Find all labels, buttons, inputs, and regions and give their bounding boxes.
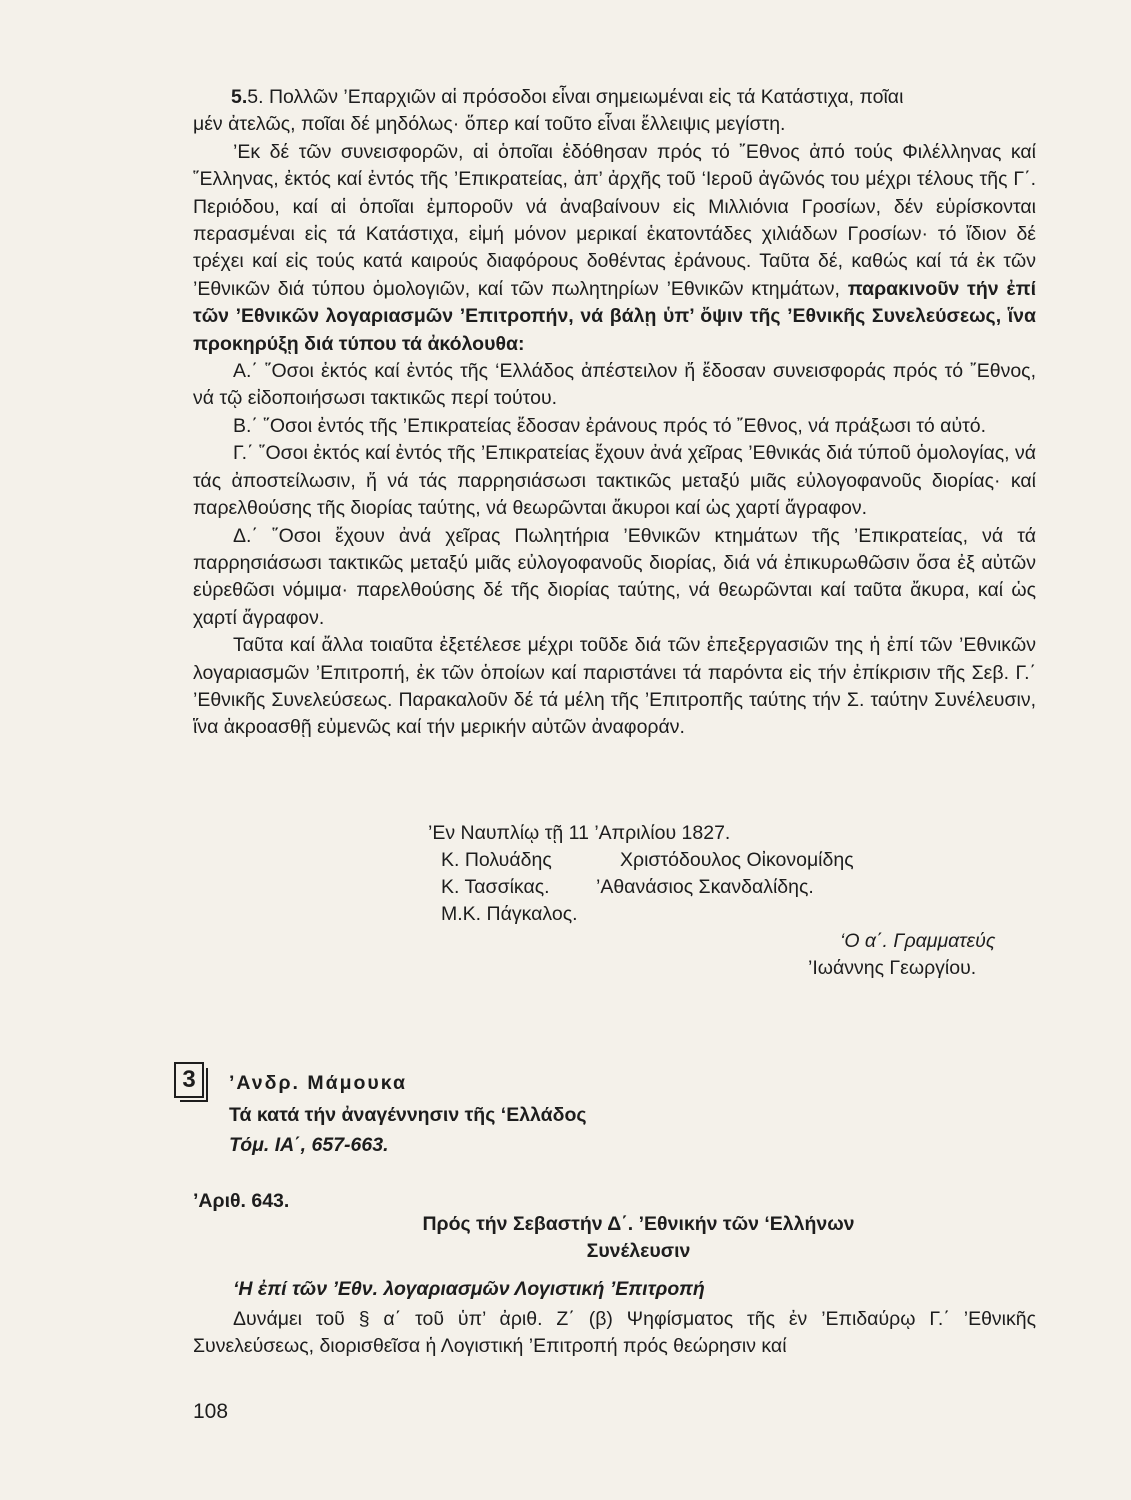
paragraph-5-line-2: μέν ἀτελῶς, ποῖαι δέ μηδόλως· ὅπερ καί τοῦτο εἶναι ἔλλειψις μεγίστη.	[193, 113, 786, 136]
document-3-body	[193, 1306, 1036, 1361]
page-number: 108	[193, 1400, 229, 1423]
paragraph-contributions	[193, 139, 1036, 358]
sender-heading: ‘Η ἐπί τῶν ’Εθν. λογαριασμῶν Λογιστική ’Επιτροπή	[233, 1278, 705, 1300]
addressee-line-2: Συνέλευσιν	[586, 1240, 691, 1262]
main-text-block	[193, 84, 1036, 742]
paragraph-contributions-text: ’Εκ δέ τῶν συνεισφορῶν, αἱ ὁποῖαι ἐδόθησαν πρός τό ῎Εθνος ἀπό τούς Φιλέλληνας καί ῞Ελληνας, ἐκτός καί ἐντός τῆς ’Επικρατείας, ἀπ’ ἀρχῆς τοῦ ‘Ιεροῦ ἀγῶνός του μέχρι τέλους τῆς Γ΄. Περιόδου, καί αἱ ὁποῖαι ἐμποροῦν νά ἀναβαίνουν εἰς Μιλλιόνια Γροσίων, δέν εὑρίσκονται περασμέναι εἰς τά Κατάστιχα, εἰμή μόνον μερικαί ἑκατοντάδες χιλιάδων Γροσίων· τό ἴδιον δέ τρέχει καί εἰς τούς κατά καιρούς διαφόρους δοθέντας ἐράνους. Ταῦτα δέ, καθώς καί τά ἐκ τῶν ’Εθνικῶν διά τύπου ὁμολογιῶν, καί τῶν πωλητηρίων ’Εθνικῶν κτημάτων,	[193, 140, 1036, 300]
paragraph-5: 5.5. Πολλῶν ’Επαρχιῶν αἱ πρόσοδοι εἶναι σημειωμέναι εἰς τά Κατάστιχα, ποῖαι μέν ἀτελῶς, ποῖαι δέ μηδόλως· ὅπερ καί τοῦτο εἶναι ἔλλειψις μεγίστη.	[193, 86, 904, 136]
paragraph-closing: Ταῦτα καί ἄλλα τοιαῦτα ἐξετέλεσε μέχρι τοῦδε διά τῶν ἐπεξεργασιῶν της ἡ ἐπί τῶν ’Εθνικῶν λογαριασμῶν ’Επιτροπή, ἐκ τῶν ὁποίων καί παριστάνει τά παρόντα εἰς τήν ἐπίκρισιν τῆς Σεβ. Γ.΄ ’Εθνικῆς Συνελεύσεως. Παρακαλοῦν δέ τά μέλη τῆς ’Επιτροπῆς ταύτης τήν Σ. ταύτην Συνέλευσιν, ἵνα ἀκροασθῇ εὐμενῶς καί τήν μερικήν αὐτῶν ἀναφοράν.	[193, 634, 1036, 739]
source-volume: Τόμ. ΙΑ΄, 657-663.	[229, 1134, 389, 1156]
item-c: Γ.΄ ῞Οσοι ἐκτός καί ἐντός τῆς ’Επικρατείας ἔχουν ἀνά χεῖρας ’Εθνικάς διά τύποῦ ὁμολογίας, νά τάς ἀποστείλωσιν, ἤ νά τάς παρρησιάσωσι τακτικῶς μεταξύ μιᾶς εὐλογοφανοῦς διορίας· καί παρελθούσης τῆς διορίας ταύτης, νά θεωρῶνται ἄκυροι καί ὡς χαρτί ἄγραφον.	[193, 442, 1036, 520]
item-a: Α.΄ ῞Οσοι ἐκτός καί ἐντός τῆς ‘Ελλάδος ἀπέστειλον ἤ ἔδοσαν συνεισφοράς πρός τό ῎Εθνος, νά τῷ εἰδοποιήσωσι τακτικῶς περί τούτου.	[193, 360, 1036, 410]
source-book: Τά κατά τήν ἀναγέννησιν τῆς ‘Ελλάδος	[229, 1104, 587, 1126]
signatory-5: Μ.Κ. Πάγκαλος.	[441, 903, 578, 925]
document-arith: ’Αριθ. 643.	[193, 1190, 290, 1212]
signatory-3: Κ. Τασσίκας.	[441, 876, 550, 898]
signature-place-date: ’Εν Ναυπλίῳ τῇ 11 ’Απριλίου 1827.	[428, 822, 731, 844]
secretary-title: ‘Ο α΄. Γραμματεύς	[840, 930, 996, 952]
paragraph-5-line-1: 5. Πολλῶν ’Επαρχιῶν αἱ πρόσοδοι εἶναι σημειωμέναι εἰς τά Κατάστιχα, ποῖαι	[247, 86, 904, 108]
paragraph-contributions-bold: παρακινοῦν τήν ἐπί τῶν ’Εθνικῶν λογαριασμῶν ’Επιτροπήν, νά βάλῃ ὑπ’ ὄψιν τῆς ’Εθνικῆς Συνελεύσεως, ἵνα προκηρύξῃ διά τύπου τά ἀκόλουθα:	[193, 277, 1036, 355]
secretary-name: ’Ιωάννης Γεωργίου.	[808, 957, 977, 979]
signatory-4: ’Αθανάσιος Σκανδαλίδης.	[596, 876, 814, 898]
item-b: Β.΄ ῞Οσοι ἐντός τῆς ’Επικρατείας ἔδοσαν ἐράνους πρός τό ῎Εθνος, νά πράξωσι τό αὐτό.	[233, 414, 987, 437]
item-d: Δ.΄ ῞Οσοι ἔχουν ἀνά χεῖρας Πωλητήρια ’Εθνικῶν κτημάτων τῆς ’Επικρατείας, νά τά παρρησιάσωσι τακτικῶς μεταξύ μιᾶς εὐλογοφανοῦς διορίας, διά νά ἐπικυρωθῶσιν ὅσα ἐξ αὐτῶν εὑρεθῶσι νόμιμα· παρελθούσης δέ τῆς διορίας ταύτης, νά θεωρῶνται καί ταῦτα ἄκυρα, καί ὡς χαρτί ἄγραφον.	[193, 524, 1036, 629]
source-author: ’Ανδρ. Μάμουκα	[229, 1072, 407, 1094]
signatory-1: Κ. Πολυάδης	[441, 849, 552, 871]
addressee-line-1: Πρός τήν Σεβαστήν Δ΄. ’Εθνικήν τῶν ‘Ελλήνων	[422, 1213, 855, 1235]
signatory-2: Χριστόδουλος Οἰκονομίδης	[620, 849, 854, 871]
document-number-box: 3	[174, 1062, 204, 1098]
document-3-paragraph: Δυνάμει τοῦ § α΄ τοῦ ὑπ’ ἀριθ. Ζ΄ (β) Ψηφίσματος τῆς ἐν ’Επιδαύρῳ Γ.΄ ’Εθνικῆς Συνελεύσεως, διορισθεῖσα ἡ Λογιστική ’Επιτροπή πρός θεώρησιν καί	[193, 1308, 1036, 1358]
